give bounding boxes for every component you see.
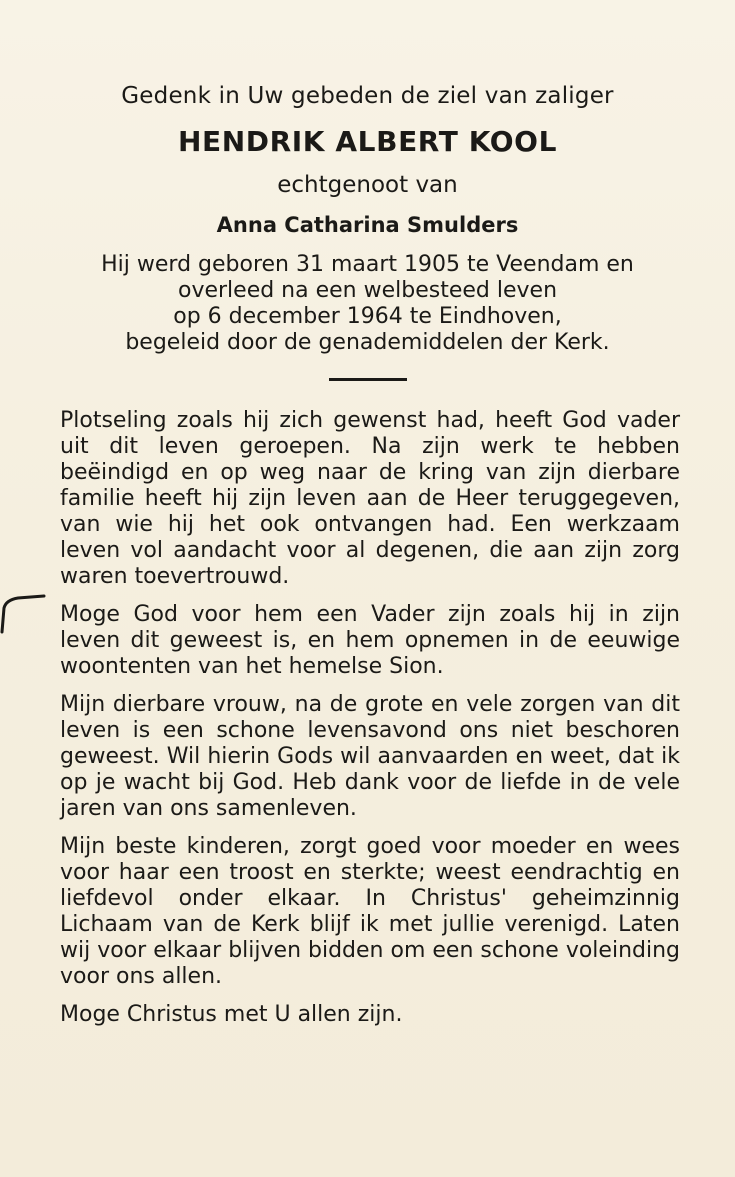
paragraph: Moge Christus met U allen zijn. bbox=[60, 1002, 403, 1027]
deceased-name: HENDRIK ALBERT KOOL bbox=[177, 125, 558, 158]
dates-line: begeleid door de genademiddelen der Kerk. bbox=[125, 330, 610, 355]
divider-rule bbox=[329, 378, 407, 381]
paragraph: Plotseling zoals hij zich gewenst had, heeft God vader uit dit leven geroepen. Na zijn werk te hebben beëindigd en op weg naar de kring van zijn dierbare familie heeft hij zijn leven aan de Heer teruggegeven, van wie hij het ook ontvangen had. Een werkzaam leven vol aandacht voor al degenen, die aan zijn zorg waren toevertrouwd. bbox=[60, 408, 680, 589]
paragraph: Mijn beste kinderen, zorgt goed voor moeder en wees voor haar een troost en sterkte; weest eendrachtig en liefdevol onder elkaar. In Christus' geheimzinnig Lichaam van de Kerk blijf ik met jullie verenigd. Laten wij voor elkaar blijven bidden om een schone voleinding voor ons allen. bbox=[60, 834, 680, 989]
spouse-label: echtgenoot van bbox=[277, 172, 458, 198]
edge-scratch-mark bbox=[0, 594, 46, 634]
memorial-text bbox=[60, 408, 680, 1040]
dates-line: Hij werd geboren 31 maart 1905 te Veendam en bbox=[101, 252, 634, 277]
dates-line: overleed na een welbesteed leven bbox=[177, 278, 558, 303]
paragraph: Mijn dierbare vrouw, na de grote en vele zorgen van dit leven is een schone levensavond ons niet beschoren geweest. Wil hierin Gods wil aanvaarden en weet, dat ik op je wacht bij God. Heb dank voor de liefde in de vele jaren van ons samenleven. bbox=[60, 692, 680, 821]
intro-line: Gedenk in Uw gebeden de ziel van zaliger bbox=[121, 83, 614, 109]
card-header bbox=[40, 80, 695, 381]
dates-line: op 6 december 1964 te Eindhoven, bbox=[173, 304, 562, 329]
birth-death-details bbox=[40, 252, 695, 356]
spouse-name: Anna Catharina Smulders bbox=[216, 213, 519, 237]
paragraph: Moge God voor hem een Vader zijn zoals hij in zijn leven dit geweest is, en hem opnemen in de eeuwige woontenten van het hemelse Sion. bbox=[60, 602, 680, 679]
